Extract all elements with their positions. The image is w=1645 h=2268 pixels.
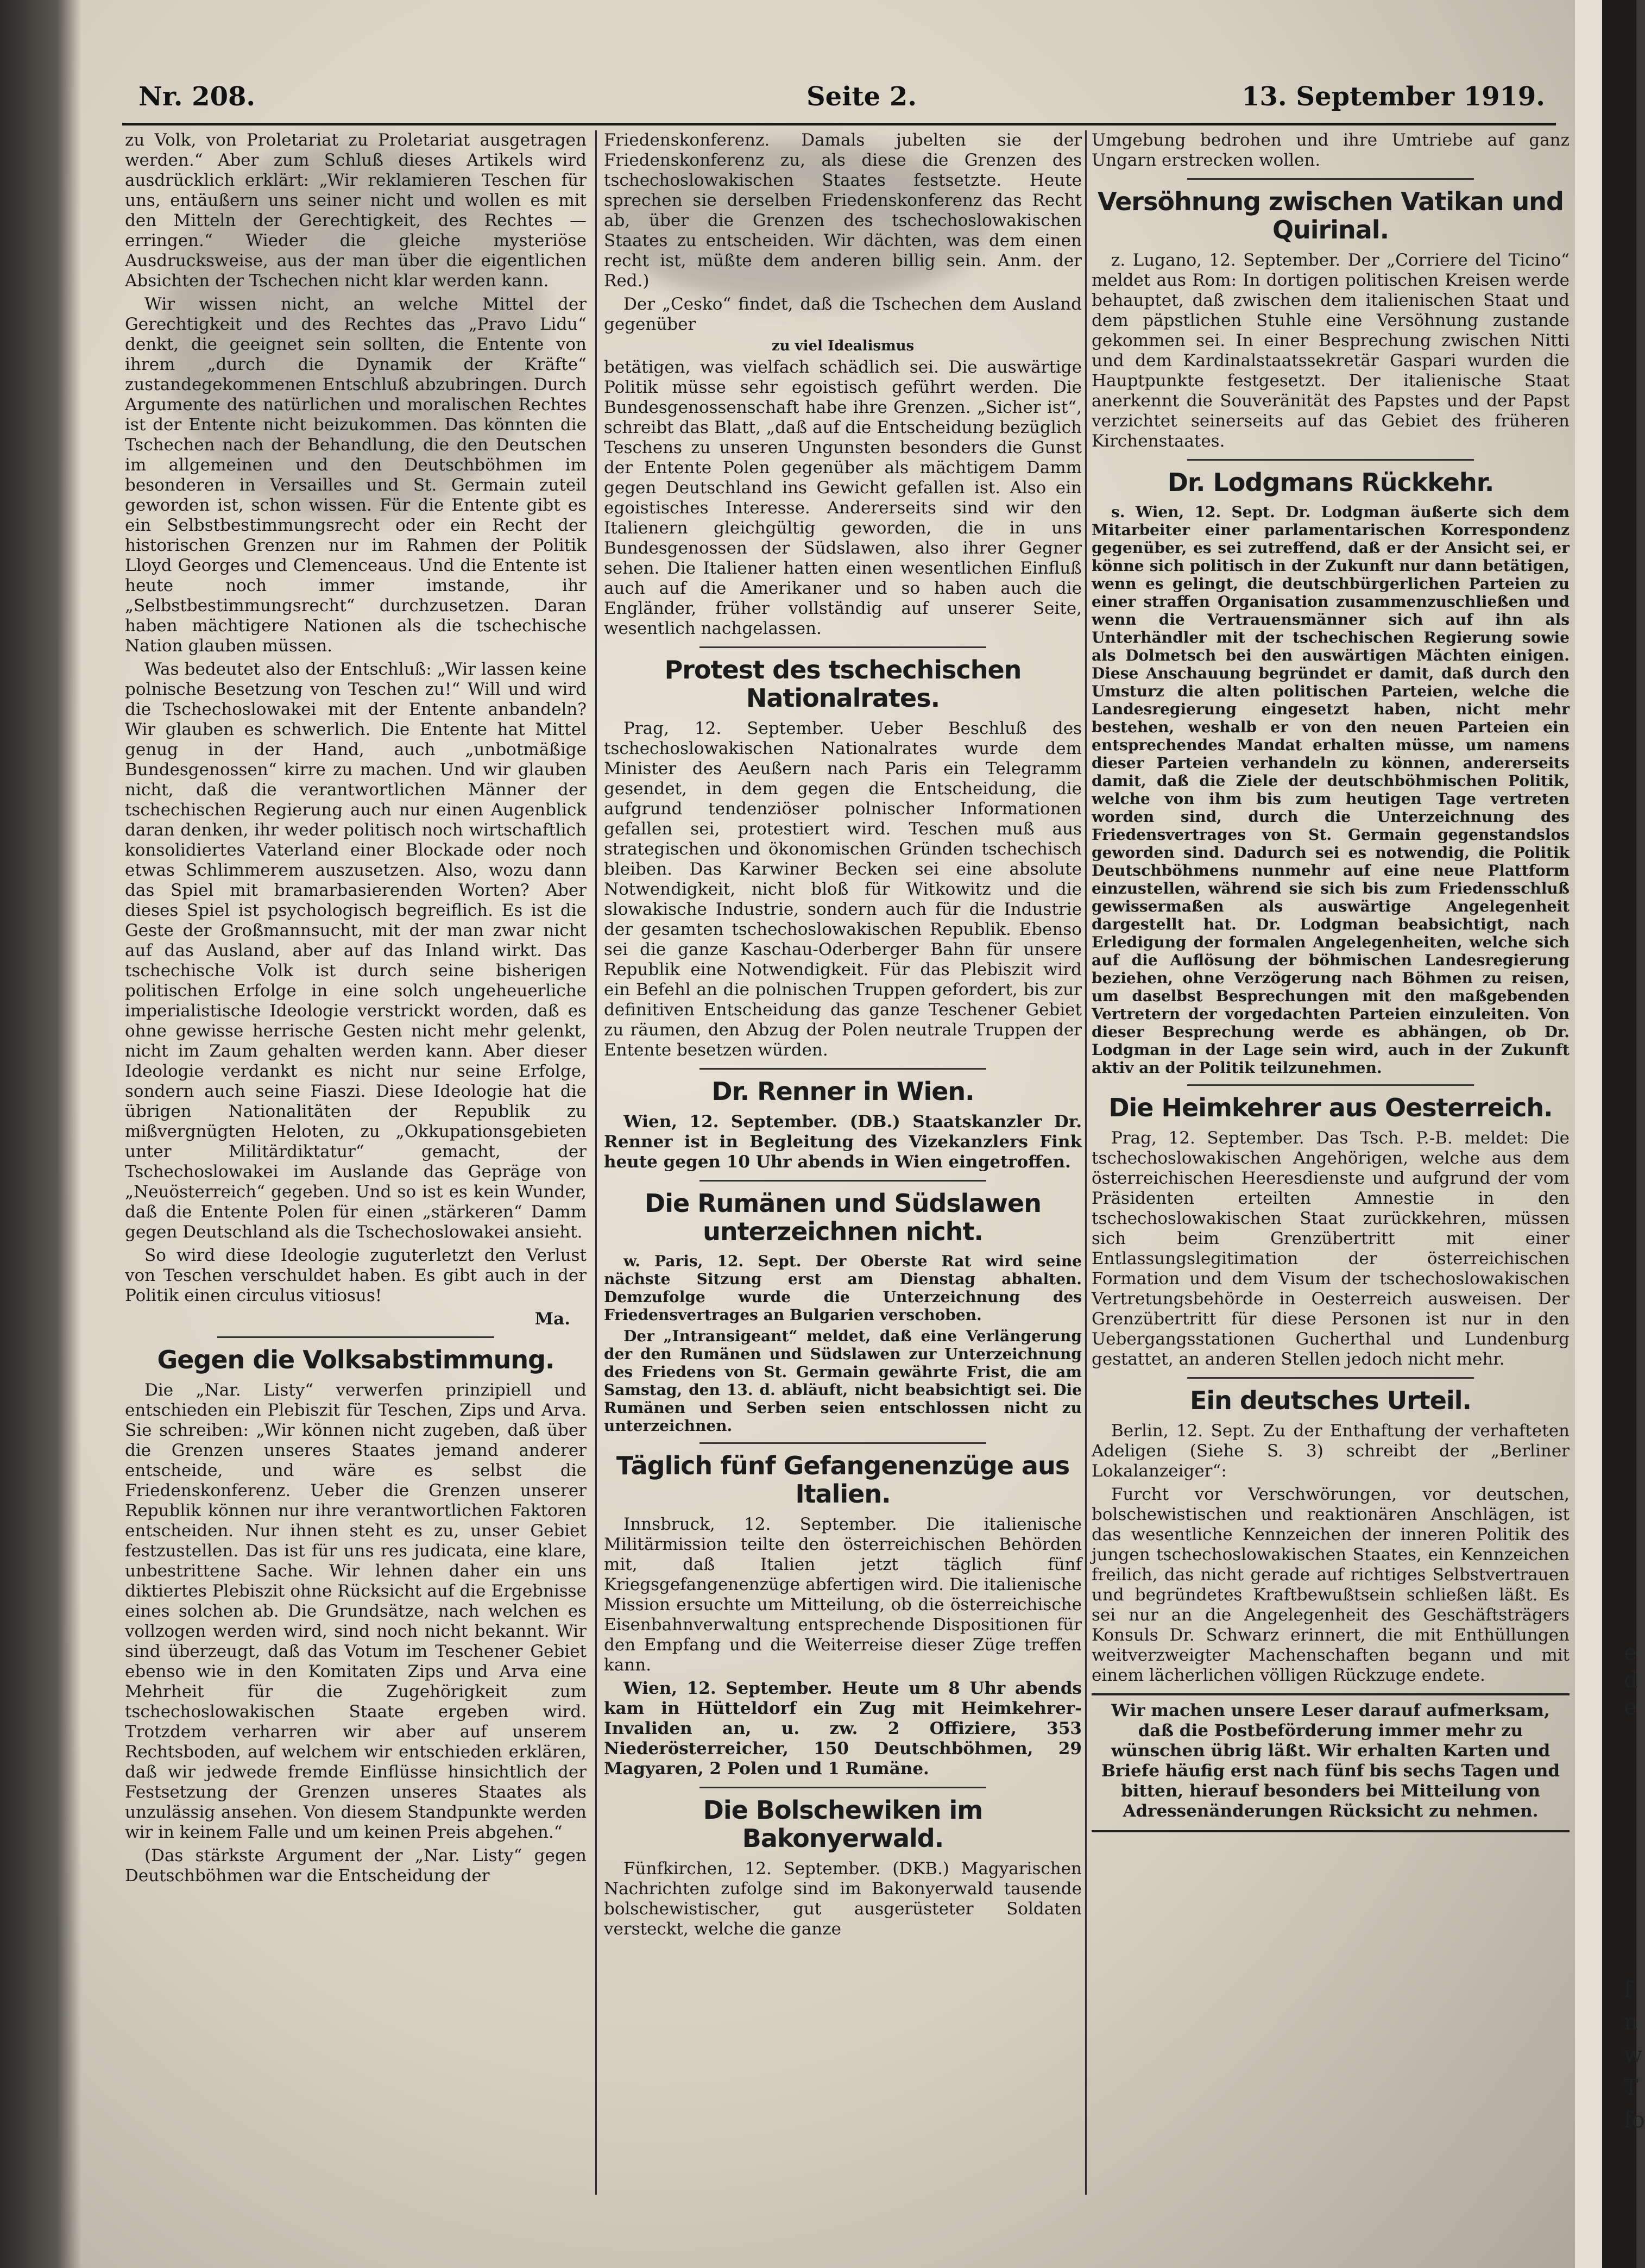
article-paragraph: Wien, 12. September. (DB.) Staatskanzler Dr. Renner ist in Begleitung des Vizekanzlers Fink heute gegen 10 Uhr abends in Wien eingetroffen. <box>604 1112 1082 1172</box>
issue-date: 13. September 1919. <box>1241 81 1545 112</box>
column-3 <box>1092 130 1570 2214</box>
separator <box>699 1787 986 1788</box>
headline-volksabstimmung: Gegen die Volksabstimmung. <box>157 1345 554 1374</box>
edge-letter: fo <box>1624 2108 1645 2133</box>
edge-letter: e <box>1624 1695 1637 1720</box>
article-paragraph: z. Lugano, 12. September. Der „Corriere del Ticino“ meldet aus Rom: In dortigen politischen Kreisen werde behauptet, daß zwischen dem italienischen Staat und dem päpstlichen Stuhle eine Versöhnung zustande gekommen sei. In einer Besprechung zwischen Nitti und dem Kardinalstaatssekretär Gaspari wurden die Hauptpunkte festgesetzt. Der italienische Staat anerkennt die Souveränität des Papstes und der Papst verzichtet seinerseits auf das Gebiet des früheren Kirchenstaates. <box>1092 250 1570 451</box>
separator <box>699 1442 986 1444</box>
edge-letter: w <box>1624 2043 1643 2068</box>
article-paragraph: Der „Intransigeant“ meldet, daß eine Verlängerung der den Rumänen und Südslawen zur Unterzeichnung des Friedens von St. Germain gewährte Frist, die am Samstag, den 13. d. abläuft, nicht beabsichtigt sei. Die Rumänen und Serben seien entschlossen nicht zu unterzeichnen. <box>604 1327 1082 1435</box>
separator <box>1187 1377 1474 1379</box>
article-paragraph: w. Paris, 12. Sept. Der Oberste Rat wird seine nächste Sitzung erst am Dienstag abhalten. Demzufolge wurde die Unterzeichnung des Friedensvertrages an Bulgarien verschoben. <box>604 1252 1082 1324</box>
article-paragraph: Berlin, 12. Sept. Zu der Enthaftung der verhafteten Adeligen (Siehe S. 3) schreibt der „Berliner Lokalanzeiger“: <box>1092 1421 1570 1481</box>
reader-notice-box <box>1092 1693 1570 1832</box>
separator <box>699 646 986 648</box>
headline-lodgman: Dr. Lodgmans Rückkehr. <box>1167 468 1494 497</box>
article-paragraph: (Das stärkste Argument der „Nar. Listy“ gegen Deutschböhmen war die Entscheidung der <box>125 1846 587 1886</box>
page-number: Seite 2. <box>806 81 917 112</box>
edge-letter: e <box>1624 1641 1637 1666</box>
edge-letter: f <box>1624 1977 1632 2002</box>
headline-renner: Dr. Renner in Wien. <box>711 1077 974 1106</box>
subheading-idealismus: zu viel Idealismus <box>771 338 915 354</box>
article-paragraph: s. Wien, 12. Sept. Dr. Lodgman äußerte sich dem Mitarbeiter einer parlamentarischen Korrespondenz gegenüber, es sei zutreffend, daß er der Ansicht sei, er könne sich politisch in der Zukunft nur dann betätigen, wenn es gelingt, die deutschbürgerlichen Parteien zu einer straffen Organisation zusammenzuschließen und wenn die Vertrauensmänner sich auf ihn als Unterhändler mit der tschechischen Regierung sowie als Dolmetsch bei den auswärtigen Mächten einigen. Diese Anschauung begründet er damit, daß durch den Umsturz die alten politischen Parteien, welche die Landesregierung eingesetzt haben, nicht mehr bestehen, weshalb er von den neuen Parteien ein entsprechendes Mandat erhalten müsse, um namens dieser Parteien verhandeln zu können, andererseits damit, daß die Ziele der deutschböhmischen Politik, welche von ihm bis zum heutigen Tage vertreten worden sind, durch die Unterzeichnung des Friedensvertrages von St. Germain gegenstandslos geworden sind. Dadurch sei es notwendig, die Politik Deutschböhmens nunmehr auf eine neue Plattform einzustellen, während sie sich bis zum Friedensschluß gewissermaßen als auswärtige Angelegenheit dargestellt hat. Dr. Lodgman beabsichtigt, nach Erledigung der formalen Angelegenheiten, welche sich auf die Auflösung der böhmischen Landesregierung beziehen, ohne Verzögerung nach Böhmen zu reisen, um daselbst Besprechungen mit den maßgebenden Vertretern der vorgedachten Parteien einzuleiten. Von dieser Besprechung werde es abhängen, ob Dr. Lodgman in der Lage sein wird, auch in der Zukunft aktiv an der Politik teilzunehmen. <box>1092 503 1570 1077</box>
column-divider <box>1085 130 1087 2195</box>
article-paragraph: Die „Nar. Listy“ verwerfen prinzipiell und entschieden ein Plebiszit für Teschen, Zips und Arva. Sie schreiben: „Wir können nicht zugeben, daß über die Grenzen unseres Staates jemand anderer entscheide, und wäre es selbst die Friedenskonferenz. Ueber die Grenzen unserer Republik können nur ihre verantwortlichen Faktoren entscheiden. Nur ihnen steht es zu, unser Gebiet festzustellen. Das ist für uns res judicata, eine klare, unbestrittene Sache. Wir lehnen daher ein uns diktiertes Plebiszit ohne Rücksicht auf die Ergebnisse eines solchen ab. Die Grundsätze, nach welchen es vollzogen werden wird, sind noch nicht bekannt. Wir sind überzeugt, daß das Votum im Teschener Gebiet ebenso wie in den Komitaten Zips und Arva eine Mehrheit für die Zugehörigkeit zum tschechoslowakischen Staate ergeben wird. Trotzdem verharren wir aber auf unserem Rechtsboden, auf welchem wir entschieden erklären, daß wir jedwede fremde Einflüsse hinsichtlich der Festsetzung der Grenzen unseres Staates als unzulässig ansehen. Von diesem Standpunkte werden wir in keinem Falle und um keinen Preis abgehen.“ <box>125 1380 587 1842</box>
adjacent-page-strip <box>1575 0 1602 2268</box>
article-paragraph: Fünfkirchen, 12. September. (DKB.) Magyarischen Nachrichten zufolge sind im Bakonyerwald tausende bolschewistischer, gut ausgerüsteter Soldaten versteckt, welche die ganze <box>604 1859 1082 1939</box>
article-paragraph: Friedenskonferenz. Damals jubelten sie der Friedenskonferenz zu, als diese die Grenzen des tschechoslowakischen Staates festsetzte. Heute sprechen sie derselben Friedenskonferenz das Recht ab, über die Grenzen des tschechoslowakischen Staates zu entscheiden. Wir dächten, was dem einen recht ist, müßte dem anderen billig sein. Anm. der Red.) <box>604 130 1082 291</box>
headline-gefangenenzuege: Täglich fünf Gefangenenzüge aus Italien. <box>616 1451 1070 1509</box>
article-paragraph: Innsbruck, 12. September. Die italienische Militärmission teilte den österreichischen Behörden mit, daß Italien jetzt täglich fünf Kriegsgefangenenzüge abfertigen wird. Die italienische Mission ersuchte um Mitteilung, ob die österreichische Eisenbahnverwaltung entsprechende Dispositionen für den Empfang und die Weiterreise dieser Züge treffen kann. <box>604 1515 1082 1675</box>
article-paragraph: Wien, 12. September. Heute um 8 Uhr abends kam in Hütteldorf ein Zug mit Heimkehrer-Invaliden an, u. zw. 2 Offiziere, 353 Niederösterreicher, 150 Deutschböhmen, 29 Magyaren, 2 Polen und 1 Rumäne. <box>604 1679 1082 1779</box>
article-paragraph: Furcht vor Verschwörungen, vor deutschen, bolschewistischen und reaktionären Anschlägen, ist das wesentliche Kennzeichen der inneren Politik des jungen tschechoslowakischen Staates, ein Kennzeichen freilich, das nicht gerade auf richtiges Selbstvertrauen und begründetes Kraftbewußtsein schließen läßt. Es sei nur an die Angelegenheit des Geschäftsträgers Konsuls Dr. Schwarz erinnert, die mit Enthüllungen weitverzweigter Machenschaften begann und mit einem lächerlichen völligen Rückzuge endete. <box>1092 1485 1570 1685</box>
separator <box>699 1180 986 1182</box>
headline-urteil: Ein deutsches Urteil. <box>1189 1386 1472 1415</box>
column-1 <box>125 130 587 2214</box>
separator <box>217 1336 494 1338</box>
separator <box>1187 178 1474 180</box>
page-header <box>138 81 1545 120</box>
headline-bolschewiken: Die Bolschewiken im Bakonyerwald. <box>703 1795 983 1853</box>
headline-protest: Protest des tschechischen Nationalrates. <box>664 655 1022 713</box>
reader-notice-text: Wir machen unsere Leser darauf aufmerksam, daß die Postbeförderung immer mehr zu wünschen übrig läßt. Wir erhalten Karten und Briefe häufig erst nach fünf bis sechs Tagen und bitten, hierauf besonders bei Mitteilung von Adressenänderungen Rücksicht zu nehmen. <box>1101 1701 1560 1821</box>
article-paragraph: Was bedeutet also der Entschluß: „Wir lassen keine polnische Besetzung von Teschen zu!“ Will und wird die Tschechoslowakei mit der Entente anbandeln? Wir glauben es schwerlich. Die Entente hat Mittel genug in der Hand, auch „unbotmäßige Bundesgenossen“ kirre zu machen. Und wir glauben nicht, daß die verantwortlichen Männer der tschechischen Regierung auch nur einen Augenblick daran denken, ihr weder politisch noch wirtschaftlich konsolidiertes Vaterland einer Blockade oder noch etwas Schlimmerem auszusetzen. Also, wozu dann das Spiel mit bramarbasierenden Worten? Aber dieses Spiel ist psychologisch begreiflich. Es ist die Geste der Großmannsucht, mit der man zwar nicht auf das Ausland, aber auf das Inland wirkt. Das tschechische Volk ist durch seine bisherigen politischen Erfolge in eine solch ungeheuerliche imperialistische Ideologie verstrickt worden, daß es ohne gewisse herrische Gesten nicht mehr gelenkt, nicht im Zaum gehalten werden kann. Aber dieser Ideologie verdankt es nicht nur seine Erfolge, sondern auch seine Fiaszi. Diese Ideologie hat die übrigen Nationalitäten der Republik zu mißvergnügten Heloten, zu „Okkupationsgebieten unter Militärdiktatur“ gemacht, der Tschechoslowakei im Auslande das Gepräge von „Neuösterreich“ gegeben. Und so ist es kein Wunder, daß die Entente Polen für einen „stärkeren“ Damm gegen Deutschland als die Tschechoslowakei ansieht. <box>125 659 587 1242</box>
headline-vatikan: Versöhnung zwischen Vatikan und Quirinal. <box>1098 187 1564 244</box>
headline-heimkehrer: Die Heimkehrer aus Oesterreich. <box>1108 1093 1553 1122</box>
column-divider <box>595 130 597 2195</box>
article-paragraph: So wird diese Ideologie zuguterletzt den Verlust von Teschen verschuldet haben. Es gibt auch in der Politik einen circulus vitiosus! <box>125 1246 587 1305</box>
separator <box>1187 459 1474 461</box>
edge-letter: n <box>1624 2010 1638 2035</box>
separator <box>699 1068 986 1070</box>
separator <box>1187 1084 1474 1086</box>
edge-letter: T <box>1624 2075 1638 2100</box>
scan-right-margin <box>1602 0 1636 2268</box>
article-paragraph: Prag, 12. September. Ueber Beschluß des tschechoslowakischen Nationalrates wurde dem Minister des Aeußern nach Paris ein Telegramm gesendet, in dem gegen die Entscheidung, die aufgrund tendenziöser polnischer Informationen gefallen sei, protestiert wird. Teschen muß aus strategischen und ökonomischen Gründen tschechisch bleiben. Das Karwiner Becken sei eine absolute Notwendigkeit, nicht bloß für Witkowitz und die slowakische Industrie, sondern auch für die Industrie der gesamten tschechoslowakischen Republik. Ebenso sei die ganze Kaschau-Oderberger Bahn für unsere Republik eine Notwendigkeit. Für das Plebiszit wird ein Befehl an die polnischen Truppen gefordert, bis zur definitiven Entscheidung das ganze Teschener Gebiet zu räumen, den Abzug der Polen neutrale Truppen der Entente besetzen würden. <box>604 719 1082 1060</box>
issue-number: Nr. 208. <box>138 81 256 112</box>
column-2 <box>604 130 1082 2214</box>
article-paragraph: Umgebung bedrohen und ihre Umtriebe auf ganz Ungarn erstrecken wollen. <box>1092 130 1570 170</box>
article-paragraph: betätigen, was vielfach schädlich sei. Die auswärtige Politik müsse sehr egoistisch geführt werden. Die Bundesgenossenschaft habe ihre Grenzen. „Sicher ist“, schreibt das Blatt, „daß auf die Entscheidung bezüglich Teschens zu unseren Ungunsten besonders die Gunst der Entente Polen gegenüber als mächtigem Damm gegen Deutschland ins Gewicht gefallen ist. Also ein egoistisches Interesse. Andererseits sind wir den Italienern gleichgültig geworden, die in uns Bundesgenossen der Südslawen, also ihrer Gegner sehen. Die Italiener hatten einen wesentlichen Einfluß auch auf die Amerikaner und so haben auch die Engländer, früher vollständig auf unserer Seite, wesentlich nachgelassen. <box>604 357 1082 638</box>
article-paragraph: zu Volk, von Proletariat zu Proletariat ausgetragen werden.“ Aber zum Schluß dieses Artikels wird ausdrücklich erklärt: „Wir reklamieren Teschen für uns, entäußern uns seiner nicht und wollen es mit den Mitteln der Gerechtigkeit, des Rechtes — erringen.“ Wieder die gleiche mysteriöse Ausdrucksweise, aus der man über die eigentlichen Absichten der Tschechen nicht klar werden kann. <box>125 130 587 291</box>
article-paragraph: Der „Cesko“ findet, daß die Tschechen dem Ausland gegenüber <box>604 294 1082 334</box>
headline-rumaenen: Die Rumänen und Südslawen unterzeichnen nicht. <box>645 1189 1041 1246</box>
edge-letter: d <box>1624 1668 1638 1693</box>
article-paragraph: Prag, 12. September. Das Tsch. P.-B. meldet: Die tschechoslowakischen Angehörigen, welche aus dem österreichischen Heeresdienste und aufgrund der vom Präsidenten erteilten Amnestie in den tschechoslowakischen Staat zurückkehren, müssen sich beim Grenzübertritt mit einer Entlassungslegitimation der österreichischen Formation und dem Visum der tschechoslowakischen Vertretungsbehörde in Oesterreich ausweisen. Der Grenzübertritt für diese Personen ist nur in den Uebergangsstationen Gucherthal und Lundenburg gestattet, an anderen Stellen jedoch nicht mehr. <box>1092 1128 1570 1369</box>
scan-left-margin <box>0 0 81 2268</box>
header-rule <box>122 123 1556 125</box>
author-signature: Ma. <box>534 1309 570 1329</box>
article-paragraph: Wir wissen nicht, an welche Mittel der Gerechtigkeit und des Rechtes das „Pravo Lidu“ denkt, die geeignet sein sollten, die Entente von ihrem „durch die Dynamik der Kräfte“ zustandegekommenen Entschluß abzubringen. Durch Argumente des natürlichen und moralischen Rechtes ist der Entente nicht beizukommen. Das könnten die Tschechen nach der Behandlung, die den Deutschen im allgemeinen und den Deutschböhmen im besonderen in Versailles und St. Germain zuteil geworden ist, schon wissen. Für die Entente gibt es ein Selbstbestimmungsrecht oder ein Recht der historischen Grenzen nur im Rahmen der Politik Lloyd Georges und Clemenceaus. Und die Entente ist heute noch immer imstande, ihr „Selbstbestimmungsrecht“ durchzusetzen. Daran haben mächtigere Nationen als die tschechische Nation glauben müssen. <box>125 294 587 656</box>
